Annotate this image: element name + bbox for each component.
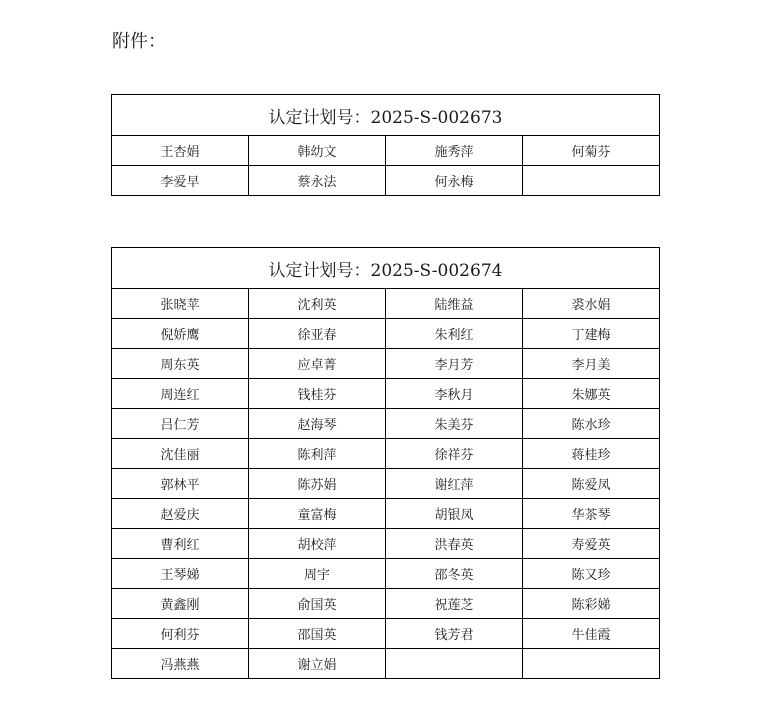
table-row	[112, 469, 660, 499]
name-cell: 张晓苹	[112, 289, 249, 319]
plan-table-2025-S-002673	[111, 94, 660, 196]
name-cell: 陈苏娟	[249, 469, 386, 499]
name-cell: 何菊芬	[523, 136, 660, 166]
attachment-label: 附件：	[112, 31, 166, 52]
plan-table-2025-S-002674	[111, 247, 660, 679]
name-cell: 俞国英	[249, 589, 386, 619]
name-cell: 寿爱英	[523, 529, 660, 559]
name-cell: 李爱早	[112, 166, 249, 196]
name-cell: 陈又珍	[523, 559, 660, 589]
name-cell: 徐祥芬	[386, 439, 523, 469]
name-cell: 裘水娟	[523, 289, 660, 319]
name-cell: 陈彩娣	[523, 589, 660, 619]
name-cell: 谢立娟	[249, 649, 386, 679]
name-cell: 童富梅	[249, 499, 386, 529]
table-row	[112, 166, 660, 196]
name-cell: 郭林平	[112, 469, 249, 499]
name-cell: 倪娇鹰	[112, 319, 249, 349]
table-row	[112, 289, 660, 319]
name-cell: 周宇	[249, 559, 386, 589]
name-cell	[386, 649, 523, 679]
plan-table-title: 认定计划号：2025-S-002673	[112, 95, 660, 136]
name-cell: 华茶琴	[523, 499, 660, 529]
table-row	[112, 499, 660, 529]
table-row	[112, 136, 660, 166]
name-cell: 李月芳	[386, 349, 523, 379]
name-cell: 赵海琴	[249, 409, 386, 439]
name-cell: 朱利红	[386, 319, 523, 349]
name-cell: 何利芬	[112, 619, 249, 649]
name-cell: 祝莲芝	[386, 589, 523, 619]
table-row	[112, 529, 660, 559]
name-cell: 陈水珍	[523, 409, 660, 439]
name-cell: 钱芳君	[386, 619, 523, 649]
name-cell: 邵国英	[249, 619, 386, 649]
name-cell: 王杏娟	[112, 136, 249, 166]
name-cell	[523, 166, 660, 196]
name-cell: 沈利英	[249, 289, 386, 319]
name-cell: 邵冬英	[386, 559, 523, 589]
table-row	[112, 649, 660, 679]
name-cell: 陈爱凤	[523, 469, 660, 499]
name-cell: 周连红	[112, 379, 249, 409]
name-cell: 陈利萍	[249, 439, 386, 469]
name-cell: 沈佳丽	[112, 439, 249, 469]
name-cell: 曹利红	[112, 529, 249, 559]
name-cell: 李月美	[523, 349, 660, 379]
name-cell: 洪春英	[386, 529, 523, 559]
name-cell: 何永梅	[386, 166, 523, 196]
table-row	[112, 589, 660, 619]
name-cell: 施秀萍	[386, 136, 523, 166]
name-cell: 应卓菁	[249, 349, 386, 379]
name-cell: 钱桂芬	[249, 379, 386, 409]
table-row	[112, 439, 660, 469]
name-cell: 王琴娣	[112, 559, 249, 589]
name-cell	[523, 649, 660, 679]
table-row	[112, 349, 660, 379]
name-cell: 周东英	[112, 349, 249, 379]
table-row	[112, 379, 660, 409]
name-cell: 黄鑫刚	[112, 589, 249, 619]
table-row	[112, 619, 660, 649]
name-cell: 吕仁芳	[112, 409, 249, 439]
name-cell: 胡银凤	[386, 499, 523, 529]
name-cell: 蒋桂珍	[523, 439, 660, 469]
table-row	[112, 409, 660, 439]
name-cell: 丁建梅	[523, 319, 660, 349]
name-cell: 蔡永法	[249, 166, 386, 196]
table-row	[112, 319, 660, 349]
name-cell: 徐亚春	[249, 319, 386, 349]
name-cell: 李秋月	[386, 379, 523, 409]
name-cell: 胡校萍	[249, 529, 386, 559]
plan-table-title: 认定计划号：2025-S-002674	[112, 248, 660, 289]
name-cell: 朱美芬	[386, 409, 523, 439]
table-row	[112, 559, 660, 589]
name-cell: 陆维益	[386, 289, 523, 319]
name-cell: 谢红萍	[386, 469, 523, 499]
name-cell: 韩幼文	[249, 136, 386, 166]
name-cell: 牛佳霞	[523, 619, 660, 649]
name-cell: 冯燕燕	[112, 649, 249, 679]
name-cell: 赵爱庆	[112, 499, 249, 529]
name-cell: 朱娜英	[523, 379, 660, 409]
